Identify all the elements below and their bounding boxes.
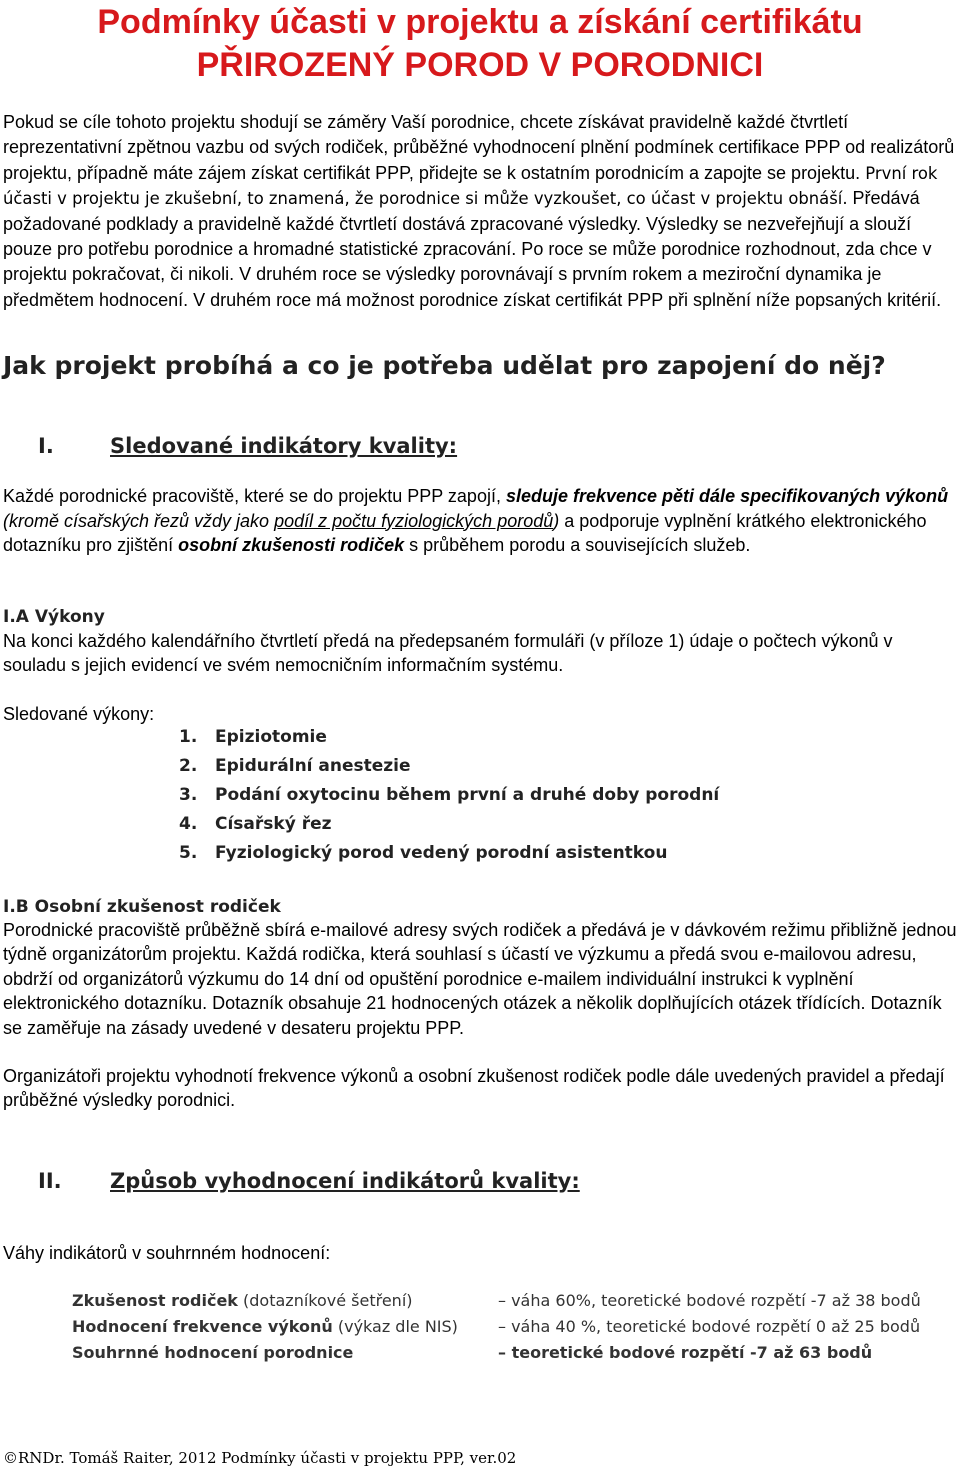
intro-text-trial: První rok účasti v projektu je zkušební, to znamená, že porodnice si může vyzkoušet, co účast v projektu obnáší. (3, 163, 938, 209)
section-1-number: I. (38, 434, 54, 458)
subsection-b-text: Porodnické pracoviště průběžně sbírá e-mailové adresy svých rodiček a předává je v dávkovém režimu přibližně jednou týdně organizátorům projektu. Každá rodička, která souhlasí s účastí ve výzkumu a předá svou e-mailovou adresu, obdrží od organizátorů výzkumu do 14 dní od opuštění porodnice e-mailem individuální instrukci k vyplnění elektronického dotazníku. Dotazník obsahuje 21 hodnocených otázek a několik doplňujících otázek třídících. Dotazník se zaměřuje na zásady uvedené v desateru projektu PPP. (3, 920, 957, 1038)
s1-text-f: osobní zkušenosti rodiček (178, 535, 405, 555)
footer-copyright: ©RNDr. Tomáš Raiter, 2012 Podmínky účasti v projektu PPP, ver.02 (3, 1449, 517, 1467)
weights-row: Souhrnné hodnocení porodnice – teoretické bodové rozpětí -7 až 63 bodů (72, 1343, 873, 1362)
weights-label: Váhy indikátorů v souhrnném hodnocení: (3, 1243, 331, 1263)
subsection-a-title: I.A Výkony (3, 607, 105, 627)
list-item: 4. Císařský řez (179, 814, 332, 834)
list-item: 2. Epidurální anestezie (179, 756, 411, 776)
s1-text-b: sleduje frekvence pěti dále specifikovaných výkonů (505, 486, 949, 506)
s1-text-g: s průběhem porodu a souvisejících služeb. (404, 535, 751, 555)
section-1-paragraph (3, 484, 960, 558)
weights-table (72, 1288, 960, 1366)
section-2-heading (38, 1167, 580, 1195)
section-1-title: Sledované indikátory kvality: (110, 434, 458, 458)
s1-text-a: Každé porodnické pracoviště, které se do projektu PPP zapojí, (3, 486, 506, 506)
subsection-b-title: I.B Osobní zkušenost rodiček (3, 897, 281, 917)
section-2-title: Způsob vyhodnocení indikátorů kvality: (110, 1169, 580, 1193)
s1-text-e2: a podporuje vyplnění krátkého elektronického dotazníku pro zjištění (3, 510, 927, 555)
intro-text-results: Předává požadované podklady a pravidelně každé čtvrtletí dostává zpracované výsledky. Výsledky se nezveřejňují a slouží pouze pro potřebu porodnice a hromadné statistické zpracování. Po roce se může porodnice rozhodnout, zda chce v projektu pokračovat, či nikoli. V druhém roce se výsledky porovnávají s prvním rokem a meziroční dynamika je předmětem hodnocení. V druhém roce má možnost porodnice získat certifikát PPP při splnění níže popsaných kritérií. (3, 188, 942, 310)
subsection-b-text-2: Organizátoři projektu vyhodnotí frekvence výkonů a osobní zkušenost rodiček podle dále uvedených pravidel a předají průběžné výsledky porodnici. (3, 1066, 945, 1111)
list-item: 1. Epiziotomie (179, 727, 327, 747)
list-label: Sledované výkony: (3, 704, 155, 724)
main-heading: Jak projekt probíhá a co je potřeba udělat pro zapojení do něj? (3, 351, 886, 380)
subsection-a-text: Na konci každého kalendářního čtvrtletí předá na předepsaném formuláři (v příloze 1) údaje o počtech výkonů v souladu s jejich evidencí ve svém nemocničním informačním systému. (3, 631, 893, 676)
list-item: 5. Fyziologický porod vedený porodní asistentkou (179, 843, 668, 863)
weights-row: Hodnocení frekvence výkonů (výkaz dle NIS) – váha 40 %, teoretické bodové rozpětí 0 až 25 bodů (72, 1317, 921, 1336)
section-2-number: II. (38, 1169, 62, 1193)
intro-paragraph (3, 110, 960, 313)
document-subtitle: PŘIROZENÝ POROD V PORODNICI (196, 46, 764, 84)
s1-text-e-italic: ) (553, 510, 560, 531)
weights-row: Zkušenost rodiček (dotazníkové šetření) – váha 60%, teoretické bodové rozpětí -7 až 38 bodů (72, 1291, 921, 1310)
list-item: 3. Podání oxytocinu během první a druhé doby porodní (179, 785, 720, 805)
s1-text-c: (kromě císařských řezů vždy jako (3, 510, 275, 531)
procedures-list (179, 723, 719, 868)
intro-text-sans: Pokud se cíle tohoto projektu shodují se záměry Vaší porodnice, chcete získávat pravidelně každé čtvrtletí reprezentativní zpětnou vazbu od svých rodiček, průběžné vyhodnocení plnění podmínek certifikace PPP od realizátorů projektu, případně máte zájem získat certifikát PPP, přidejte se k ostatním porodnicím a zapojte se projektu. (3, 112, 955, 183)
section-1-heading (38, 432, 457, 460)
document-title: Podmínky účasti v projektu a získání certifikátu (97, 3, 863, 41)
s1-text-d: podíl z počtu fyziologických porodů (274, 510, 554, 531)
